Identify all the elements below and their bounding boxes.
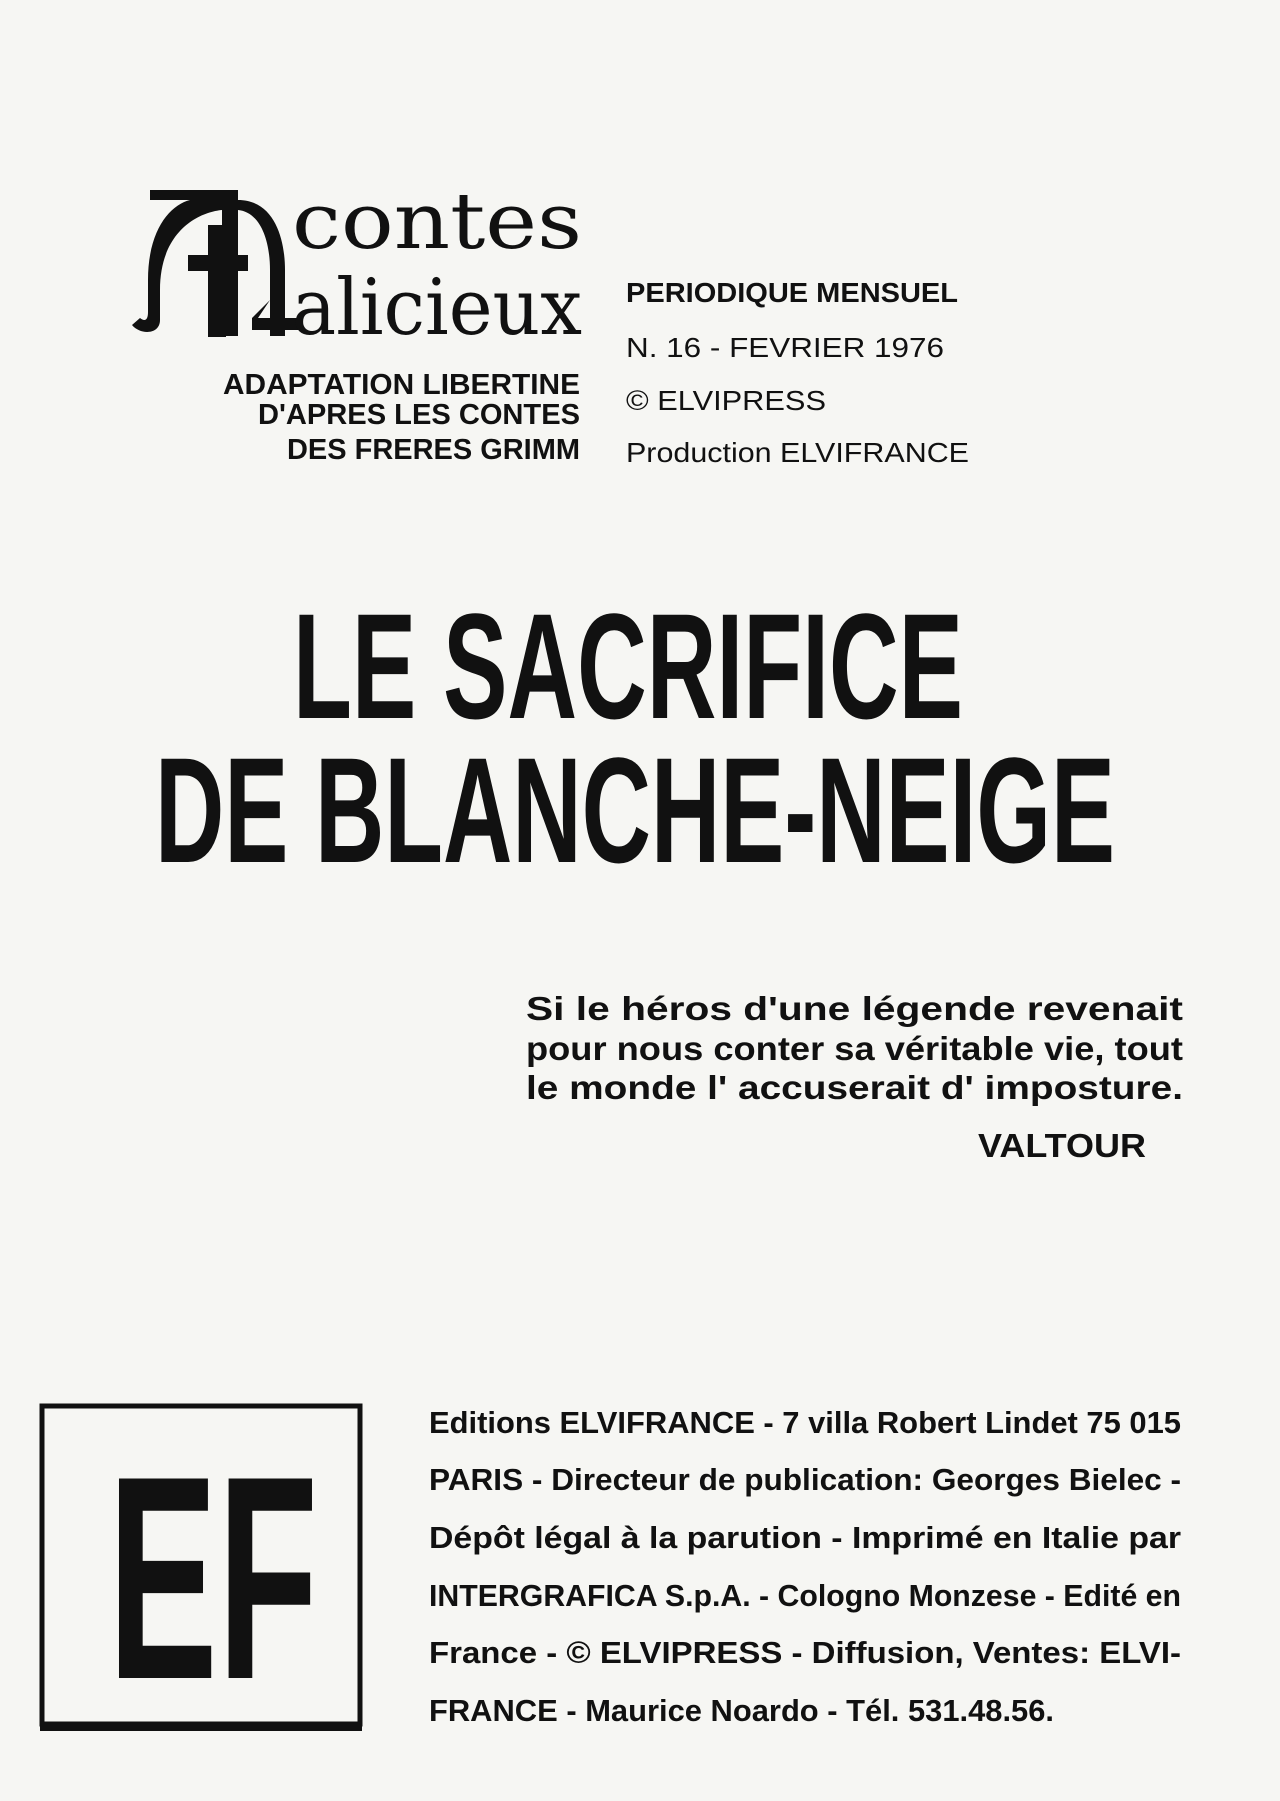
quote-line: pour nous conter sa véritable vie, tout xyxy=(526,1030,1184,1067)
subtitle-line: ADAPTATION LIBERTINE xyxy=(223,369,580,401)
issue-number: N. 16 - FEVRIER 1976 xyxy=(626,332,944,363)
imprint-line: PARIS - Directeur de publication: Georges Bielec - xyxy=(429,1462,1181,1497)
quote-author: VALTOUR xyxy=(978,1127,1147,1164)
imprint-line: FRANCE - Maurice Noardo - Tél. 531.48.56. xyxy=(429,1693,1054,1728)
title-line-1: LE SACRIFICE xyxy=(293,582,963,750)
publisher-logo xyxy=(40,1406,362,1740)
imprint-line: INTERGRAFICA S.p.A. - Cologno Monzese - Edité en xyxy=(429,1578,1181,1613)
quote-line: Si le héros d'une légende revenait xyxy=(526,990,1184,1027)
subtitle-line: D'APRES LES CONTES xyxy=(258,399,580,431)
logo xyxy=(132,177,582,353)
epigraph xyxy=(526,990,1183,1164)
imprint-line: Dépôt légal à la parution - Imprimé en Italie par xyxy=(429,1520,1181,1555)
copyright: © ELVIPRESS xyxy=(626,385,826,416)
story-title xyxy=(155,582,1115,894)
ef-logo-text: EF xyxy=(108,1416,318,1740)
imprint-line: Editions ELVIFRANCE - 7 villa Robert Lindet 75 015 xyxy=(429,1405,1181,1440)
title-line-2: DE BLANCHE-NEIGE xyxy=(155,726,1115,894)
logo-line2: alicieux xyxy=(292,263,582,353)
periodicity: PERIODIQUE MENSUEL xyxy=(626,277,958,308)
production: Production ELVIFRANCE xyxy=(626,437,969,468)
imprint-line: France - © ELVIPRESS - Diffusion, Ventes: ELVI- xyxy=(429,1635,1181,1670)
logo-cross-stem-icon xyxy=(208,225,226,337)
publication-info xyxy=(626,277,969,468)
subtitle-line: DES FRERES GRIMM xyxy=(287,434,580,466)
quote-line: le monde l' accuserait d' imposture. xyxy=(526,1069,1183,1106)
series-subtitle xyxy=(223,369,580,466)
imprint xyxy=(429,1405,1181,1728)
logo-line1: contes xyxy=(292,177,582,267)
